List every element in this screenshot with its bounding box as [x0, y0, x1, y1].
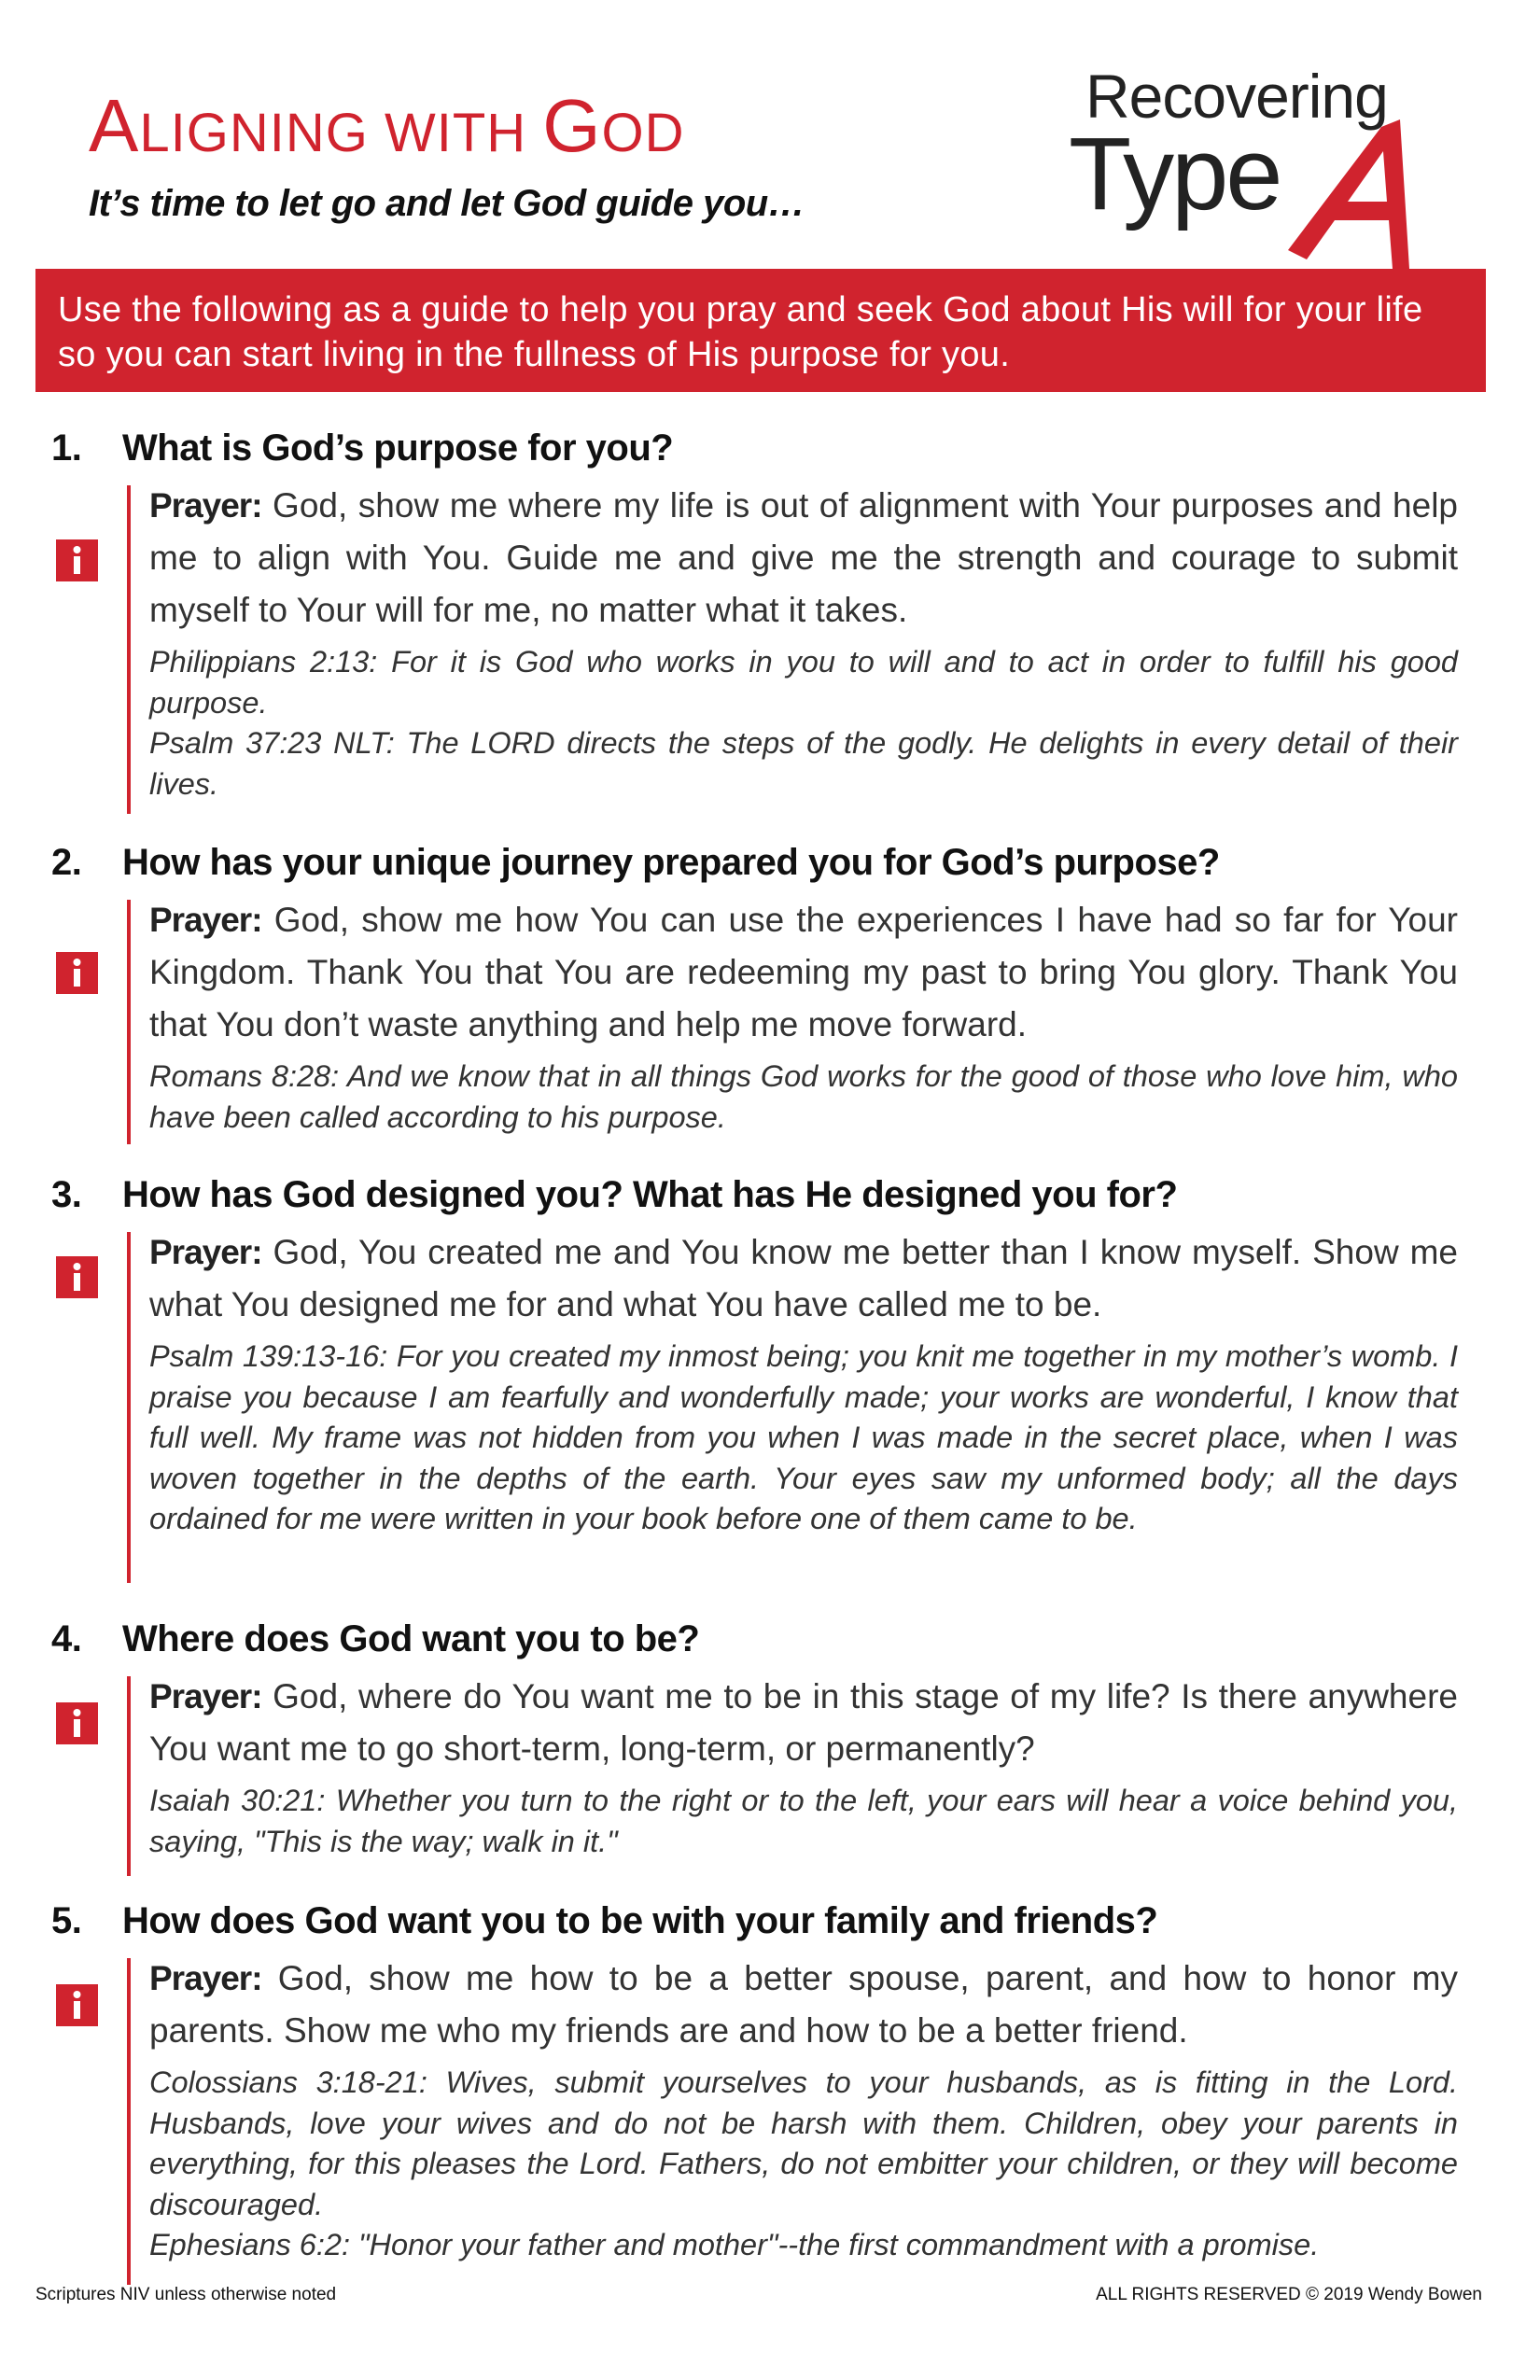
section-body: [149, 1953, 1458, 2266]
prayer-text: [149, 480, 1458, 637]
section-divider-bar: [127, 485, 131, 814]
info-icon[interactable]: [56, 1702, 98, 1744]
question-heading: [51, 842, 1220, 884]
brand-logo: [1069, 62, 1442, 266]
prayer-content: God, show me where my life is out of alignment with Your purposes and help me to align with You. Guide me and give me the strength and courage to submit myself to Your will for me, no matter what it takes.: [149, 486, 1458, 629]
intro-banner: [35, 269, 1486, 392]
info-icon[interactable]: [56, 539, 98, 581]
section-body: [149, 894, 1458, 1138]
title-part: A: [89, 84, 140, 167]
logo-a-mark-icon: [1269, 119, 1437, 269]
section-divider-bar: [127, 1958, 131, 2285]
intro-text: Use the following as a guide to help you pray and seek God about His will for your life so you can start living in the fullness of His purpose for you.: [58, 290, 1423, 374]
question-number: 5.: [51, 1900, 82, 1941]
prayer-content: God, You created me and You know me better than I know myself. Show me what You designed me for and what You have called me to be.: [149, 1233, 1458, 1323]
prayer-text: [149, 1226, 1458, 1331]
question-text: How has God designed you? What has He designed you for?: [122, 1174, 1178, 1215]
prayer-label: Prayer:: [149, 1959, 262, 1997]
scripture-verse: Psalm 139:13-16: For you created my inmost being; you knit me together in my mother’s womb. I praise you because I am fearfully and wonderfully made; your works are wonderful, I know that full well. My frame was not hidden from you when I was made in the secret place, when I was woven together in the depths of the earth. Your eyes saw my unformed body; all the days ordained for me were written in your book before one of them came to be.: [149, 1339, 1458, 1535]
info-icon[interactable]: [56, 1984, 98, 2026]
section-body: [149, 1226, 1458, 1540]
section-divider-bar: [127, 1232, 131, 1583]
question-heading: [51, 427, 673, 469]
question-number: 1.: [51, 427, 82, 469]
prayer-label: Prayer:: [149, 1677, 262, 1715]
info-icon[interactable]: [56, 952, 98, 994]
question-text: Where does God want you to be?: [122, 1618, 700, 1659]
prayer-text: [149, 1671, 1458, 1775]
section-divider-bar: [127, 900, 131, 1144]
question-heading: [51, 1618, 699, 1660]
title-part: LIGNING WITH: [139, 103, 543, 163]
info-icon[interactable]: [56, 1256, 98, 1298]
question-heading: [51, 1174, 1177, 1216]
scripture-verse: Romans 8:28: And we know that in all things God works for the good of those who love him, who have been called according to his purpose.: [149, 1059, 1458, 1134]
page-title: [89, 84, 685, 167]
prayer-text: [149, 894, 1458, 1051]
title-part: G: [542, 84, 602, 167]
question-text: How does God want you to be with your family and friends?: [122, 1900, 1158, 1941]
question-text: How has your unique journey prepared you for God’s purpose?: [122, 842, 1220, 883]
prayer-label: Prayer:: [149, 486, 262, 525]
page-subtitle: It’s time to let go and let God guide you…: [89, 183, 805, 224]
scripture-verse: Ephesians 6:2: "Honor your father and mother"--the first commandment with a promise.: [149, 2228, 1320, 2261]
question-number: 4.: [51, 1618, 82, 1659]
question-number: 3.: [51, 1174, 82, 1215]
scripture-verse: Colossians 3:18-21: Wives, submit yourselves to your husbands, as is fitting in the Lord. Husbands, love your wives and do not be harsh with them. Children, obey your parents in everything, for this pleases the Lord. Fathers, do not embitter your children, or they will become discouraged.: [149, 2065, 1458, 2221]
section-body: [149, 1671, 1458, 1862]
prayer-label: Prayer:: [149, 901, 262, 939]
scripture-verse: Philippians 2:13: For it is God who works in you to will and to act in order to fulfill his good purpose.: [149, 645, 1458, 720]
scripture-verse: Isaiah 30:21: Whether you turn to the right or to the left, your ears will hear a voice behind you, saying, "This is the way; walk in it.": [149, 1784, 1458, 1858]
title-part: OD: [601, 103, 685, 163]
prayer-label: Prayer:: [149, 1233, 262, 1271]
question-heading: [51, 1900, 1157, 1942]
question-text: What is God’s purpose for you?: [122, 427, 674, 469]
prayer-content: God, show me how to be a better spouse, parent, and how to honor my parents. Show me who my friends are and how to be a better friend.: [149, 1959, 1458, 2050]
prayer-content: God, where do You want me to be in this stage of my life? Is there anywhere You want me to go short-term, long-term, or permanently?: [149, 1677, 1458, 1768]
prayer-content: God, show me how You can use the experiences I have had so far for Your Kingdom. Thank You that You are redeeming my past to bring You glory. Thank You that You don’t waste anything and help me move forward.: [149, 901, 1458, 1043]
section-body: [149, 480, 1458, 805]
footer-scripture-note: Scriptures NIV unless otherwise noted: [35, 2285, 337, 2304]
section-divider-bar: [127, 1676, 131, 1876]
question-number: 2.: [51, 842, 82, 883]
footer-copyright: ALL RIGHTS RESERVED © 2019 Wendy Bowen: [1096, 2285, 1482, 2304]
scripture-verse: Psalm 37:23 NLT: The LORD directs the steps of the godly. He delights in every detail of their lives.: [149, 726, 1458, 801]
logo-line-2: Type: [1069, 117, 1281, 231]
prayer-text: [149, 1953, 1458, 2057]
logo-line-1: Recovering: [1085, 62, 1388, 131]
